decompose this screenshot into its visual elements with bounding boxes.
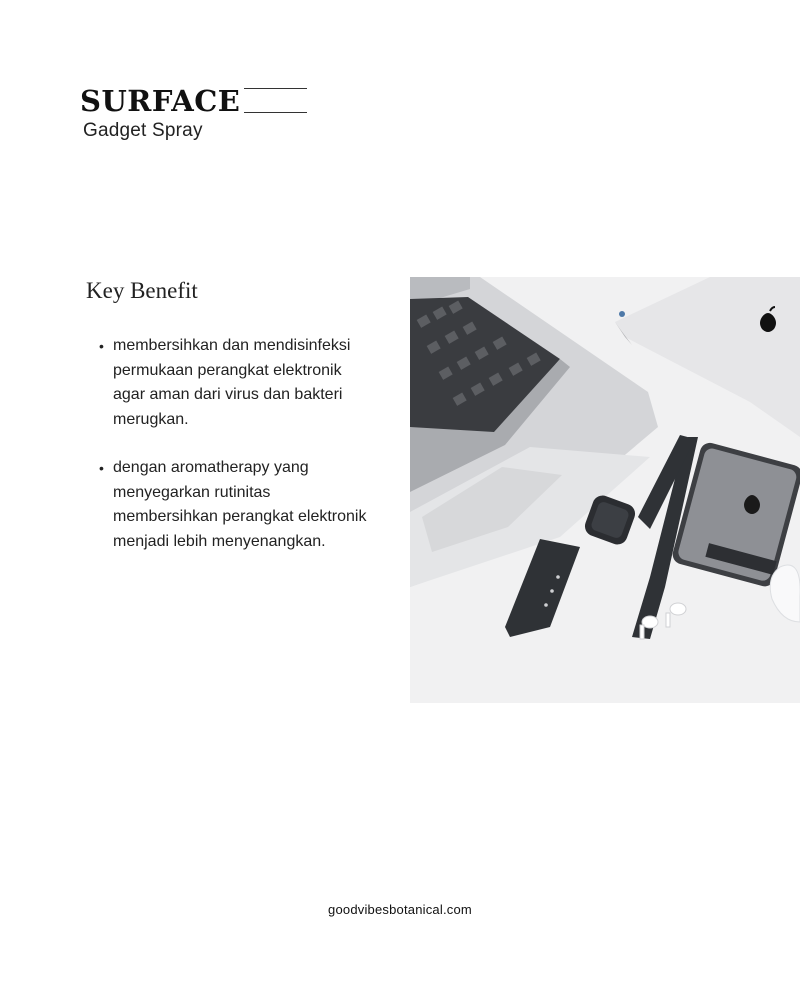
brand-title: SURFACE — [80, 84, 244, 118]
benefit-item: • membersihkan dan mendisinfeksi permukaan perangkat elektronik agar aman dari virus dan bakteri merugkan. — [113, 334, 375, 432]
gadgets-photo — [410, 277, 800, 703]
benefit-list — [113, 334, 375, 578]
benefit-item: • dengan aromatherapy yang menyegarkan rutinitas membersihkan perangkat elektronik menjadi lebih menyenangkan. — [113, 456, 375, 554]
key-benefit-heading: Key Benefit — [86, 278, 198, 303]
brand-subtitle: Gadget Spray — [83, 120, 203, 141]
website-footer: goodvibesbotanical.com — [328, 902, 472, 917]
